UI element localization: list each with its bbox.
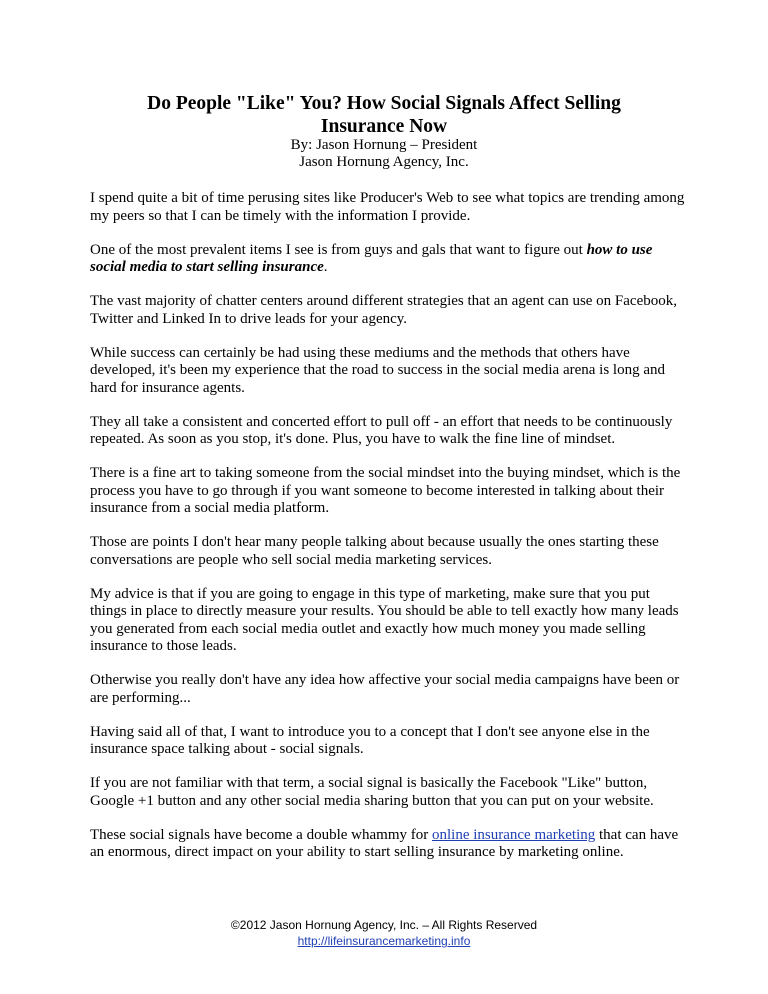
paragraph-4: While success can certainly be had using these mediums and the methods that others have developed, it's been my experience that the road to success in the social media arena is long and hard for insurance agents. bbox=[90, 344, 666, 396]
paragraph-8: My advice is that if you are going to engage in this type of marketing, make sure that you put things in place to directly measure your results. You should be able to tell exactly how many leads you generated from each social media outlet and exactly how much money you made selling insurance to those leads. bbox=[90, 585, 679, 654]
paragraph-9: Otherwise you really don't have any idea how affective your social media campaigns have been or are performing... bbox=[90, 672, 680, 706]
footer-url-link[interactable]: http://lifeinsurancemarketing.info bbox=[297, 934, 471, 948]
paragraph-12-text-end: that can have an enormous, direct impact on your ability to start selling insurance by marketing online. bbox=[90, 826, 679, 860]
online-insurance-marketing-link[interactable]: online insurance marketing bbox=[431, 826, 596, 843]
title-line-2: Insurance Now bbox=[320, 116, 448, 137]
byline-author: By: Jason Hornung – President bbox=[290, 137, 478, 153]
paragraph-6: There is a fine art to taking someone from the social mindset into the buying mindset, which is the process you have to go through if you want someone to become interested in talking about their insurance from a social media platform. bbox=[90, 465, 681, 516]
paragraph-2 bbox=[90, 242, 690, 277]
page-title bbox=[90, 92, 678, 138]
paragraph-7: Those are points I don't hear many people talking about because usually the ones starting these conversations are people who sell social media marketing services. bbox=[90, 534, 659, 568]
byline bbox=[90, 137, 678, 171]
paragraph-2-emphasis: how to use social media to start selling insurance bbox=[90, 241, 653, 275]
page-footer bbox=[0, 917, 768, 949]
paragraph-2-text-end: . bbox=[323, 259, 328, 275]
title-line-1: Do People "Like" You? How Social Signals Affect Selling bbox=[147, 93, 621, 114]
byline-agency: Jason Hornung Agency, Inc. bbox=[299, 154, 469, 170]
paragraph-12 bbox=[90, 827, 690, 862]
footer-copyright: ©2012 Jason Hornung Agency, Inc. – All Rights Reserved bbox=[230, 918, 538, 932]
paragraph-11: If you are not familiar with that term, a social signal is basically the Facebook "Like" button, Google +1 button and any other social media sharing button that you can put on your website. bbox=[90, 775, 654, 809]
paragraph-1: I spend quite a bit of time perusing sites like Producer's Web to see what topics are trending among my peers so that I can be timely with the information I provide. bbox=[90, 190, 685, 224]
paragraph-2-text-start: One of the most prevalent items I see is from guys and gals that want to figure out bbox=[90, 241, 587, 258]
paragraph-10: Having said all of that, I want to introduce you to a concept that I don't see anyone else in the insurance space talking about - social signals. bbox=[90, 723, 650, 757]
article-body bbox=[90, 190, 690, 878]
paragraph-12-text-start: These social signals have become a double whammy for bbox=[90, 826, 432, 843]
paragraph-3: The vast majority of chatter centers around different strategies that an agent can use on Facebook, Twitter and Linked In to drive leads for your agency. bbox=[90, 293, 677, 327]
paragraph-5: They all take a consistent and concerted effort to pull off - an effort that needs to be continuously repeated. As soon as you stop, it's done. Plus, you have to walk the fine line of mindset. bbox=[90, 413, 673, 447]
